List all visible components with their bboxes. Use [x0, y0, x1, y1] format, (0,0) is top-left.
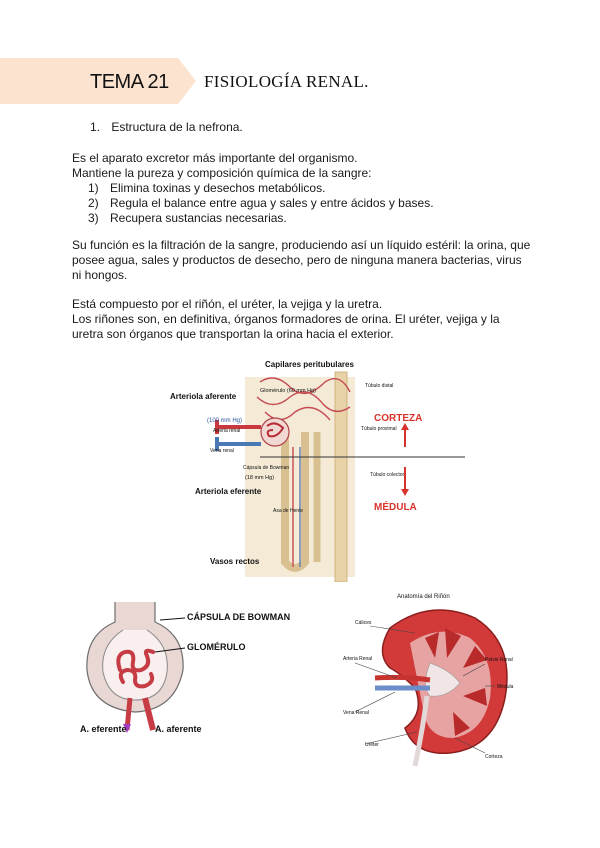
section-title: Estructura de la nefrona. [111, 120, 243, 134]
label-arteria-renal: Arteria renal [213, 428, 241, 434]
label-arteriola-eferente: Arteriola eferente [195, 487, 262, 496]
page-title: FISIOLOGÍA RENAL. [204, 72, 369, 91]
section-heading [90, 120, 243, 134]
label-tubulo-proximal: Túbulo proximal [361, 426, 397, 432]
list-item [88, 181, 434, 196]
label-capsula: Cápsula de Bowman [243, 465, 290, 471]
label-a-aferente: A. aferente [155, 724, 202, 734]
nephron-diagram [165, 352, 465, 582]
kidney-anatomy-diagram [335, 588, 545, 768]
label-pressure-18: (18 mm Hg) [245, 475, 275, 481]
label-ureter: Uréter [365, 742, 379, 748]
list-item-text: Elimina toxinas y desechos metabólicos. [110, 181, 326, 195]
list-item-number: 1) [88, 181, 99, 195]
list-item [88, 211, 434, 226]
intro-line-1: Es el aparato excretor más importante del organismo. [72, 151, 358, 165]
intro-line-2: Mantiene la pureza y composición química de la sangre: [72, 166, 372, 180]
label-tubulo-colector: Túbulo colector [370, 472, 405, 478]
label-medula: MÉDULA [374, 502, 417, 513]
label-glomerulo: GLOMÉRULO [187, 642, 246, 652]
glomerulus [261, 418, 289, 446]
list-item-number: 2) [88, 196, 99, 210]
label-pressure-100: (100 mm Hg) [207, 418, 243, 424]
label-vena-renal: Vena renal [210, 448, 234, 454]
label-glomerulo: Glomérulo (60 mm Hg) [260, 388, 316, 394]
label-medula: Médula [497, 684, 514, 690]
label-vena-renal: Vena Renal [343, 710, 369, 716]
label-asa: Asa de Henle [273, 508, 304, 514]
label-capilares: Capilares peritubulares [265, 360, 354, 369]
tema-label: TEMA 21 [90, 71, 169, 93]
label-caliz: Cálices [355, 620, 372, 626]
label-vasos: Vasos rectos [210, 557, 260, 566]
list-item-text: Recupera sustancias necesarias. [110, 211, 287, 225]
renal-artery [375, 677, 430, 680]
renal-vein [217, 442, 261, 446]
composition-line-2: Los riñones son, en definitiva, órganos formadores de orina. El uréter, vejiga y la uretra son órganos que transportan la orina hacia el exterior. [72, 312, 500, 341]
function-list [88, 181, 434, 226]
list-item [88, 196, 434, 211]
collecting-duct [335, 372, 347, 582]
kidney-title: Anatomía del Riñón [397, 594, 450, 600]
list-item-number: 3) [88, 211, 99, 225]
label-corteza: Corteza [485, 754, 503, 760]
label-a-eferente: A. eferente [80, 724, 127, 734]
label-pelvis: Pelvis Renal [485, 657, 513, 663]
composition-line-1: Está compuesto por el riñón, el uréter, la vejiga y la uretra. [72, 297, 383, 311]
label-arteriola-aferente: Arteriola aferente [170, 392, 237, 401]
label-tubulo-distal: Túbulo distal [365, 383, 394, 389]
label-arteria-renal: Arteria Renal [343, 656, 373, 662]
bowman-capsule-diagram [75, 600, 295, 740]
label-capsula-bowman: CÁPSULA DE BOWMAN [187, 612, 291, 622]
section-number: 1. [90, 120, 101, 134]
label-corteza: CORTEZA [374, 413, 423, 424]
function-paragraph: Su función es la filtración de la sangre, produciendo así un líquido estéril: la orina, que posee agua, sales y productos de desecho, pero de ninguna manera bacterias, virus ni hongos. [72, 238, 531, 282]
list-item-text: Regula el balance entre agua y sales y entre ácidos y bases. [110, 196, 434, 210]
